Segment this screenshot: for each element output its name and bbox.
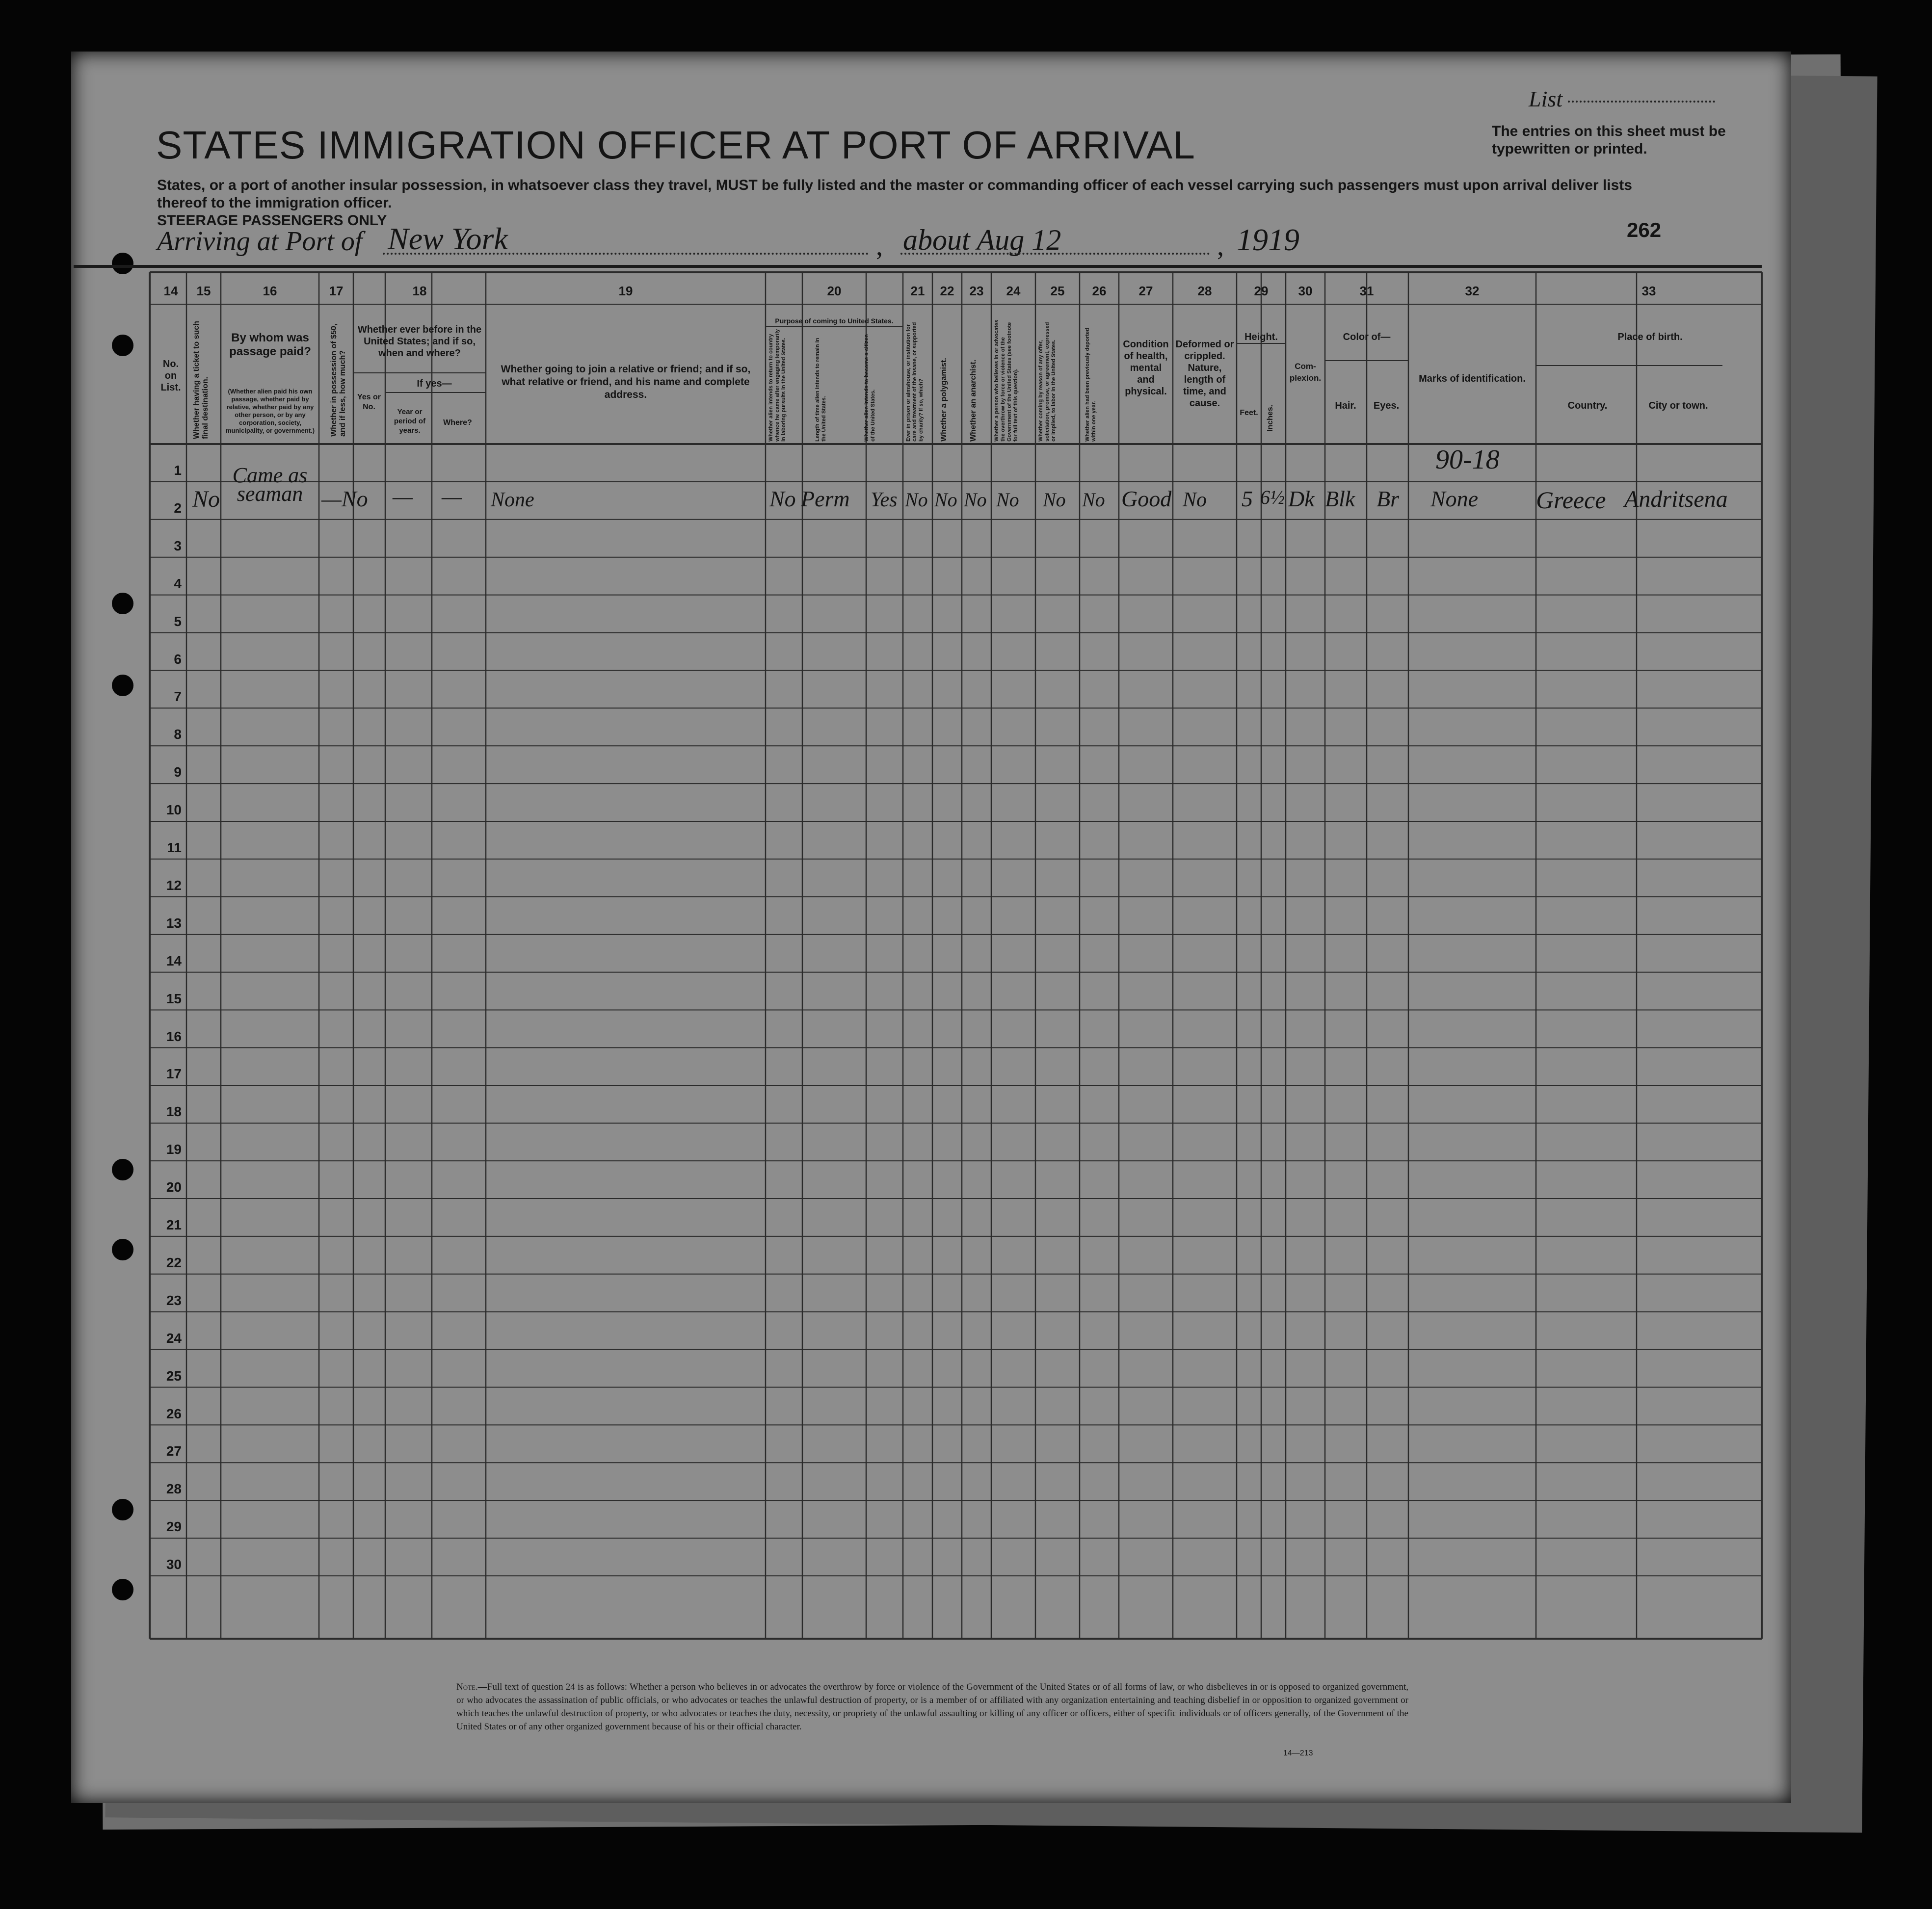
entry-anarchist: No bbox=[964, 489, 987, 511]
entry-eyes: Br bbox=[1376, 486, 1399, 511]
col-num-22: 22 bbox=[940, 284, 954, 298]
col-num-20: 20 bbox=[827, 284, 842, 298]
row-number: 16 bbox=[166, 1028, 182, 1044]
col-num-21: 21 bbox=[910, 284, 925, 298]
entry-money: —No bbox=[321, 486, 368, 511]
row-number: 8 bbox=[174, 727, 182, 742]
entry-purpose-citizen: Yes bbox=[871, 489, 898, 511]
footnote-text: —Full text of question 24 is as follows: Whether a person who believes in or advocates the overthrow by force or violence of the Government of the United States or of all forms of law, or who disbelieves in or is opposed to organized government, or who advocates the assassination of public officials, or who advocates or teaches the unlawful destruction of property, or is a member of or affiliated with any organization entertaining and teaching disbelief in or opposition to organized government or which teaches the unlawful destruction of property, or who advocates or teaches the duty, necessity, or propriety of the unlawful assaulting or killing of any officer or officers, either of specific individuals or of officers generally, of the Government of the United States or of any other organized government because of his or their official character. bbox=[456, 1682, 1408, 1732]
arrival-year: 1919 bbox=[1237, 222, 1299, 257]
header-purpose-return: Whether alien intends to return to country whence he came after engaging temporarily in laboring pursuits in the United States. bbox=[768, 329, 787, 442]
header-place-of-birth: Place of birth. bbox=[1617, 332, 1683, 342]
row-number: 2 bbox=[174, 500, 182, 516]
entry-purpose-length: Perm bbox=[801, 486, 850, 511]
header-color-of: Color of— bbox=[1343, 332, 1391, 342]
entry-complexion: Dk bbox=[1288, 486, 1315, 511]
arriving-label: Arriving at Port of bbox=[157, 226, 363, 257]
col-num-29: 29 bbox=[1254, 284, 1269, 298]
col-num-26: 26 bbox=[1092, 284, 1107, 298]
header-city: City or town. bbox=[1648, 400, 1708, 411]
header-purpose: Purpose of coming to United States. bbox=[775, 317, 894, 325]
row-number: 12 bbox=[166, 877, 182, 893]
row-number: 22 bbox=[166, 1255, 182, 1270]
row-number: 1 bbox=[174, 463, 182, 478]
entry-passage-paid: Came as seaman bbox=[232, 463, 308, 506]
header-passage-paid: By whom was passage paid? bbox=[229, 331, 311, 358]
entry-overthrow: No bbox=[996, 489, 1019, 511]
typewritten-notice: The entries on this sheet must be typewritten or printed. bbox=[1492, 123, 1726, 157]
row-number: 6 bbox=[174, 651, 182, 667]
col-num-31: 31 bbox=[1359, 284, 1374, 298]
entry-hair: Blk bbox=[1325, 486, 1355, 511]
header-year: Year or period of years. bbox=[394, 408, 426, 435]
col-num-27: 27 bbox=[1138, 284, 1153, 298]
entry-prison: No bbox=[905, 489, 928, 511]
comma: , bbox=[876, 231, 883, 262]
header-overthrow: Whether a person who believes in or advocates the overthrow by force or violence of the Government of the United States (see footnote for full text of this question). bbox=[994, 319, 1019, 442]
entry-marks: None bbox=[1430, 486, 1479, 511]
header-country: Country. bbox=[1567, 400, 1608, 411]
header-before-in-us: Whether ever before in the United States; and if so, when and where? bbox=[357, 324, 482, 359]
col-num-15: 15 bbox=[196, 284, 211, 298]
header-marks: Marks of identification. bbox=[1419, 373, 1526, 384]
entry-deformed: No bbox=[1183, 489, 1207, 511]
entry-city: Andritsena bbox=[1624, 486, 1728, 512]
col-num-17: 17 bbox=[329, 284, 344, 298]
header-ticket: Whether having a ticket to such final destination. bbox=[192, 321, 210, 439]
row-number: 13 bbox=[166, 915, 182, 931]
header-list-number: No. on List. bbox=[160, 359, 181, 393]
row-number: 28 bbox=[166, 1481, 182, 1497]
row-number: 20 bbox=[166, 1179, 182, 1195]
entry-health: Good bbox=[1121, 486, 1172, 511]
header-relative-friend: Whether going to join a relative or friend; and if so, what relative or friend, and his name and complete address. bbox=[501, 364, 751, 400]
col-num-16: 16 bbox=[263, 284, 277, 298]
col-num-25: 25 bbox=[1050, 284, 1065, 298]
header-if-yes: If yes— bbox=[417, 378, 452, 389]
row-number: 27 bbox=[166, 1443, 182, 1459]
row-number: 4 bbox=[174, 575, 182, 591]
entry-polygamist: No bbox=[934, 489, 957, 511]
header-offer-labor: Whether coming by reason of any offer, solicitation, promise, or agreement, expressed or implied, to labor in the United States. bbox=[1038, 322, 1057, 442]
header-where: Where? bbox=[443, 418, 472, 427]
entry-ticket: No bbox=[192, 486, 220, 512]
header-inches: Inches. bbox=[1266, 404, 1274, 432]
row-number: 19 bbox=[166, 1142, 182, 1157]
row-number: 5 bbox=[174, 613, 182, 629]
header-hair: Hair. bbox=[1335, 400, 1356, 411]
row-number: 3 bbox=[174, 538, 182, 553]
header-deported: Whether alien had been previously deported within one year. bbox=[1085, 328, 1097, 442]
header-polygamist: Whether a polygamist. bbox=[940, 358, 948, 442]
form-number: 14—213 bbox=[1283, 1749, 1313, 1757]
header-passage-paid-note: (Whether alien paid his own passage, whether paid by relative, whether paid by any other person, or by any corporation, society, municipality, or government.) bbox=[225, 388, 315, 434]
row-number: 26 bbox=[166, 1406, 182, 1421]
col-num-32: 32 bbox=[1465, 284, 1480, 298]
row-number: 21 bbox=[166, 1217, 182, 1232]
header-height: Height. bbox=[1244, 332, 1278, 342]
header-yes-no: Yes or No. bbox=[357, 393, 381, 411]
entry-inches: 6½ bbox=[1260, 486, 1285, 508]
row-number: 14 bbox=[166, 953, 182, 968]
header-health: Condition of health, mental and physical. bbox=[1123, 339, 1169, 397]
row-number: 30 bbox=[166, 1557, 182, 1572]
col-num-28: 28 bbox=[1197, 284, 1212, 298]
row-number: 17 bbox=[166, 1066, 182, 1082]
entry-before-yes-no: — bbox=[393, 484, 413, 509]
row-number: 11 bbox=[167, 840, 182, 855]
header-purpose-length: Length of time alien intends to remain in the United States. bbox=[815, 338, 827, 442]
entry-marks-annotation: 90-18 bbox=[1435, 445, 1500, 475]
arrival-date: about Aug 12 bbox=[903, 224, 1061, 256]
footnote-title: Note. bbox=[456, 1682, 478, 1692]
entry-feet: 5 bbox=[1242, 486, 1253, 511]
col-num-30: 30 bbox=[1298, 284, 1313, 298]
col-num-23: 23 bbox=[969, 284, 984, 298]
comma: , bbox=[1217, 231, 1224, 262]
row-number: 25 bbox=[166, 1368, 182, 1384]
col-num-14: 14 bbox=[163, 284, 178, 298]
row-number: 15 bbox=[166, 991, 182, 1006]
header-complexion: Com- plexion. bbox=[1289, 362, 1322, 383]
col-num-18: 18 bbox=[412, 284, 427, 298]
header-prison: Ever in prison or almshouse, or institution for care and treatment of the insane, or supported by charity? If so, which? bbox=[905, 322, 924, 442]
header-anarchist: Whether an anarchist. bbox=[969, 359, 978, 442]
list-label: List bbox=[1529, 86, 1563, 111]
header-deformed: Deformed or crippled. Nature, length of time, and cause. bbox=[1175, 339, 1234, 409]
page-title: STATES IMMIGRATION OFFICER AT PORT OF ARRIVAL bbox=[156, 123, 1195, 167]
instructions-line-1: States, or a port of another insular possession, in whatsoever class they travel, MUST be fully listed and the master or commanding officer of each vessel carrying such passengers must upon arrival deliver lists thereof to the immigration officer. bbox=[157, 177, 1632, 211]
row-number: 23 bbox=[166, 1292, 182, 1308]
col-num-33: 33 bbox=[1641, 284, 1656, 298]
col-num-19: 19 bbox=[618, 284, 633, 298]
instructions-line-2: STEERAGE PASSENGERS ONLY bbox=[157, 212, 387, 229]
row-number: 7 bbox=[174, 689, 182, 705]
entry-offer-labor: No bbox=[1043, 489, 1066, 511]
row-number: 18 bbox=[166, 1104, 182, 1120]
header-feet: Feet. bbox=[1240, 409, 1258, 417]
entry-country: Greece bbox=[1536, 486, 1606, 514]
footnote bbox=[456, 1680, 1408, 1733]
row-number: 29 bbox=[166, 1519, 182, 1535]
entry-deported: No bbox=[1082, 489, 1105, 511]
entry-purpose-return: No bbox=[769, 486, 796, 511]
entry-relative: None bbox=[491, 489, 534, 511]
col-num-24: 24 bbox=[1006, 284, 1021, 298]
row-number: 24 bbox=[166, 1330, 182, 1346]
port-value: New York bbox=[388, 221, 508, 256]
entry-before-where: — bbox=[442, 484, 462, 509]
header-purpose-citizen: Whether alien intends to become a citizen of the United States. bbox=[864, 334, 876, 442]
row-number: 10 bbox=[166, 802, 182, 818]
header-eyes: Eyes. bbox=[1373, 400, 1400, 411]
row-number: 9 bbox=[174, 764, 182, 780]
sheet-number: 262 bbox=[1627, 218, 1662, 241]
header-money: Whether in possession of $50, and if less, how much? bbox=[330, 323, 347, 437]
